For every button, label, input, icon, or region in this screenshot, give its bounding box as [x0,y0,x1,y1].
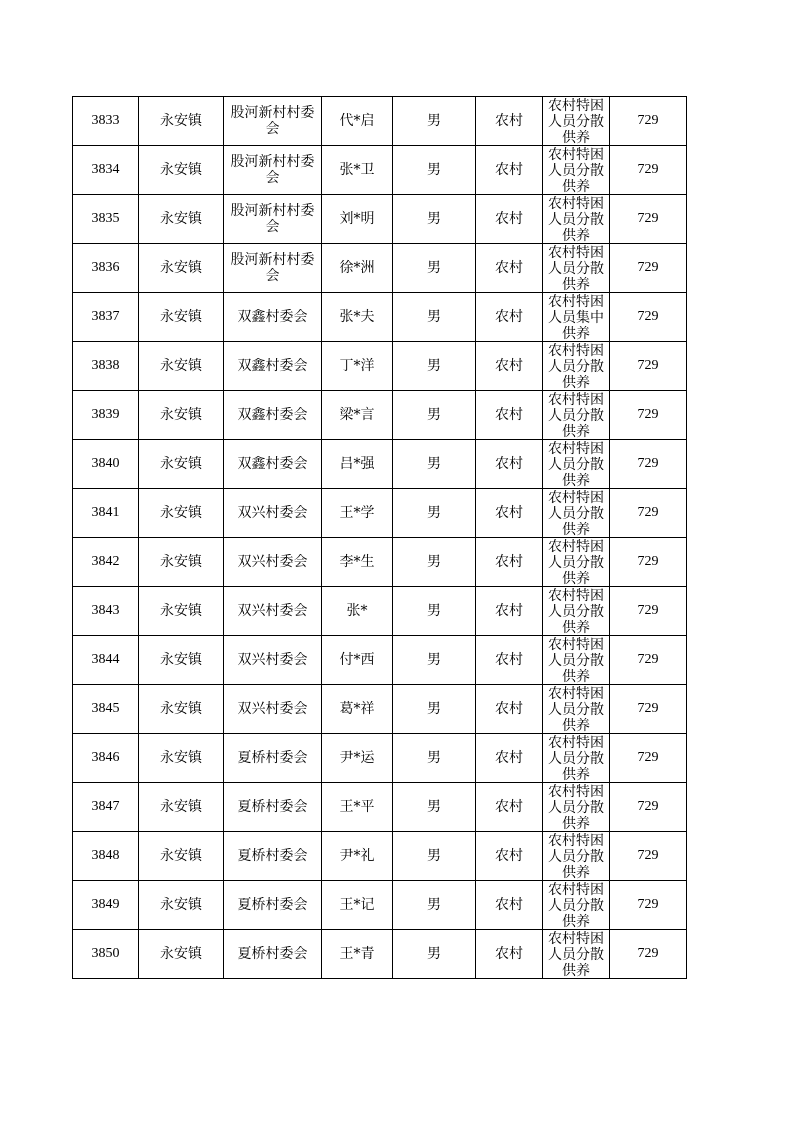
town-cell: 永安镇 [139,587,224,636]
support-category-cell [543,881,610,930]
serial-number-cell: 3850 [73,930,139,979]
gender-cell: 男 [393,685,476,734]
support-category-text: 农村特困人员分散供养 [548,881,604,929]
person-name-cell: 徐*洲 [322,244,393,293]
village-committee-text: 夏桥村委会 [237,848,308,864]
gender-cell: 男 [393,538,476,587]
residence-type-cell: 农村 [476,538,543,587]
person-name-cell: 梁*言 [322,391,393,440]
village-committee-cell [224,832,322,881]
gender-cell: 男 [393,930,476,979]
support-category-text: 农村特困人员分散供养 [548,440,604,488]
person-name-cell: 王*青 [322,930,393,979]
town-cell: 永安镇 [139,734,224,783]
serial-number-cell: 3842 [73,538,139,587]
residence-type-cell: 农村 [476,293,543,342]
support-category-text: 农村特困人员分散供养 [548,783,604,831]
support-category-text: 农村特困人员分散供养 [548,734,604,782]
village-committee-text: 股河新村村委会 [230,105,315,137]
support-category-cell [543,636,610,685]
village-committee-text: 夏桥村委会 [237,750,308,766]
amount-cell: 729 [610,930,687,979]
table-row [73,832,687,881]
village-committee-cell [224,244,322,293]
support-category-text: 农村特困人员分散供养 [548,636,604,684]
table-row [73,930,687,979]
residence-type-cell: 农村 [476,783,543,832]
serial-number-cell: 3837 [73,293,139,342]
support-category-text: 农村特困人员分散供养 [548,146,604,194]
town-cell: 永安镇 [139,685,224,734]
serial-number-cell: 3845 [73,685,139,734]
gender-cell: 男 [393,195,476,244]
person-name-cell: 葛*祥 [322,685,393,734]
town-cell: 永安镇 [139,342,224,391]
serial-number-cell: 3848 [73,832,139,881]
serial-number-cell: 3844 [73,636,139,685]
village-committee-text: 双鑫村委会 [237,358,308,374]
person-name-cell: 付*西 [322,636,393,685]
village-committee-cell [224,489,322,538]
village-committee-text: 夏桥村委会 [237,897,308,913]
residence-type-cell: 农村 [476,587,543,636]
gender-cell: 男 [393,783,476,832]
serial-number-cell: 3838 [73,342,139,391]
residence-type-cell: 农村 [476,489,543,538]
person-name-cell: 王*记 [322,881,393,930]
gender-cell: 男 [393,832,476,881]
support-category-text: 农村特困人员分散供养 [548,244,604,292]
village-committee-cell [224,538,322,587]
amount-cell: 729 [610,293,687,342]
support-category-cell [543,293,610,342]
town-cell: 永安镇 [139,930,224,979]
gender-cell: 男 [393,587,476,636]
amount-cell: 729 [610,342,687,391]
village-committee-text: 股河新村村委会 [230,252,315,284]
table-row [73,146,687,195]
table-row [73,783,687,832]
table-row [73,342,687,391]
residence-type-cell: 农村 [476,636,543,685]
village-committee-text: 双兴村委会 [237,652,308,668]
support-category-text: 农村特困人员分散供养 [548,97,604,145]
residence-type-cell: 农村 [476,440,543,489]
village-committee-text: 双鑫村委会 [237,456,308,472]
gender-cell: 男 [393,734,476,783]
village-committee-cell [224,293,322,342]
residence-type-cell: 农村 [476,881,543,930]
amount-cell: 729 [610,146,687,195]
village-committee-cell [224,636,322,685]
residence-type-cell: 农村 [476,146,543,195]
town-cell: 永安镇 [139,293,224,342]
person-name-cell: 尹*运 [322,734,393,783]
support-category-text: 农村特困人员分散供养 [548,587,604,635]
village-committee-cell [224,391,322,440]
support-category-text: 农村特困人员分散供养 [548,342,604,390]
town-cell: 永安镇 [139,195,224,244]
table-row [73,293,687,342]
gender-cell: 男 [393,636,476,685]
support-category-cell [543,734,610,783]
residence-type-cell: 农村 [476,195,543,244]
serial-number-cell: 3847 [73,783,139,832]
gender-cell: 男 [393,881,476,930]
gender-cell: 男 [393,391,476,440]
village-committee-text: 双兴村委会 [237,603,308,619]
town-cell: 永安镇 [139,244,224,293]
serial-number-cell: 3835 [73,195,139,244]
serial-number-cell: 3833 [73,97,139,146]
amount-cell: 729 [610,832,687,881]
table-row [73,538,687,587]
village-committee-text: 股河新村村委会 [230,154,315,186]
support-category-cell [543,538,610,587]
amount-cell: 729 [610,636,687,685]
village-committee-text: 股河新村村委会 [230,203,315,235]
amount-cell: 729 [610,881,687,930]
residence-type-cell: 农村 [476,244,543,293]
amount-cell: 729 [610,538,687,587]
village-committee-text: 双兴村委会 [237,505,308,521]
town-cell: 永安镇 [139,636,224,685]
support-category-text: 农村特困人员分散供养 [548,930,604,978]
town-cell: 永安镇 [139,97,224,146]
amount-cell: 729 [610,685,687,734]
table-row [73,636,687,685]
support-category-cell [543,685,610,734]
village-committee-cell [224,146,322,195]
town-cell: 永安镇 [139,881,224,930]
village-committee-cell [224,881,322,930]
support-category-cell [543,244,610,293]
support-category-text: 农村特困人员分散供养 [548,832,604,880]
gender-cell: 男 [393,440,476,489]
residence-type-cell: 农村 [476,930,543,979]
person-name-cell: 丁*洋 [322,342,393,391]
support-category-text: 农村特困人员分散供养 [548,195,604,243]
table-row [73,489,687,538]
gender-cell: 男 [393,244,476,293]
serial-number-cell: 3841 [73,489,139,538]
town-cell: 永安镇 [139,146,224,195]
support-category-text: 农村特困人员集中供养 [548,293,604,341]
person-name-cell: 代*启 [322,97,393,146]
serial-number-cell: 3834 [73,146,139,195]
village-committee-cell [224,685,322,734]
residence-type-cell: 农村 [476,685,543,734]
table-body [73,97,687,979]
table-row [73,587,687,636]
person-name-cell: 王*学 [322,489,393,538]
person-name-cell: 吕*强 [322,440,393,489]
table-row [73,97,687,146]
town-cell: 永安镇 [139,489,224,538]
support-category-text: 农村特困人员分散供养 [548,391,604,439]
amount-cell: 729 [610,97,687,146]
amount-cell: 729 [610,440,687,489]
amount-cell: 729 [610,783,687,832]
gender-cell: 男 [393,489,476,538]
residence-type-cell: 农村 [476,342,543,391]
support-category-cell [543,195,610,244]
support-category-cell [543,97,610,146]
gender-cell: 男 [393,342,476,391]
person-name-cell: 刘*明 [322,195,393,244]
person-name-cell: 张* [322,587,393,636]
serial-number-cell: 3840 [73,440,139,489]
support-category-cell [543,930,610,979]
village-committee-cell [224,440,322,489]
village-committee-cell [224,734,322,783]
residence-type-cell: 农村 [476,97,543,146]
table-row [73,391,687,440]
amount-cell: 729 [610,734,687,783]
serial-number-cell: 3846 [73,734,139,783]
support-category-cell [543,832,610,881]
support-category-cell [543,342,610,391]
support-category-cell [543,489,610,538]
town-cell: 永安镇 [139,538,224,587]
person-name-cell: 张*夫 [322,293,393,342]
support-category-cell [543,587,610,636]
residence-type-cell: 农村 [476,832,543,881]
person-name-cell: 张*卫 [322,146,393,195]
village-committee-text: 夏桥村委会 [237,799,308,815]
village-committee-text: 双兴村委会 [237,554,308,570]
support-category-text: 农村特困人员分散供养 [548,489,604,537]
town-cell: 永安镇 [139,783,224,832]
table-row [73,685,687,734]
table-row [73,881,687,930]
village-committee-cell [224,97,322,146]
serial-number-cell: 3843 [73,587,139,636]
residence-type-cell: 农村 [476,391,543,440]
town-cell: 永安镇 [139,832,224,881]
person-name-cell: 王*平 [322,783,393,832]
table-row [73,734,687,783]
village-committee-cell [224,195,322,244]
amount-cell: 729 [610,587,687,636]
amount-cell: 729 [610,195,687,244]
table-row [73,195,687,244]
village-committee-text: 夏桥村委会 [237,946,308,962]
amount-cell: 729 [610,489,687,538]
support-category-cell [543,783,610,832]
village-committee-cell [224,342,322,391]
person-name-cell: 李*生 [322,538,393,587]
serial-number-cell: 3849 [73,881,139,930]
support-category-cell [543,146,610,195]
amount-cell: 729 [610,391,687,440]
amount-cell: 729 [610,244,687,293]
village-committee-cell [224,930,322,979]
village-committee-text: 双兴村委会 [237,701,308,717]
table-row [73,244,687,293]
village-committee-cell [224,587,322,636]
town-cell: 永安镇 [139,391,224,440]
table-row [73,440,687,489]
gender-cell: 男 [393,293,476,342]
serial-number-cell: 3836 [73,244,139,293]
support-category-text: 农村特困人员分散供养 [548,685,604,733]
beneficiary-table [72,96,687,979]
gender-cell: 男 [393,146,476,195]
gender-cell: 男 [393,97,476,146]
town-cell: 永安镇 [139,440,224,489]
support-category-cell [543,391,610,440]
residence-type-cell: 农村 [476,734,543,783]
support-category-cell [543,440,610,489]
village-committee-text: 双鑫村委会 [237,309,308,325]
support-category-text: 农村特困人员分散供养 [548,538,604,586]
person-name-cell: 尹*礼 [322,832,393,881]
village-committee-cell [224,783,322,832]
village-committee-text: 双鑫村委会 [237,407,308,423]
serial-number-cell: 3839 [73,391,139,440]
